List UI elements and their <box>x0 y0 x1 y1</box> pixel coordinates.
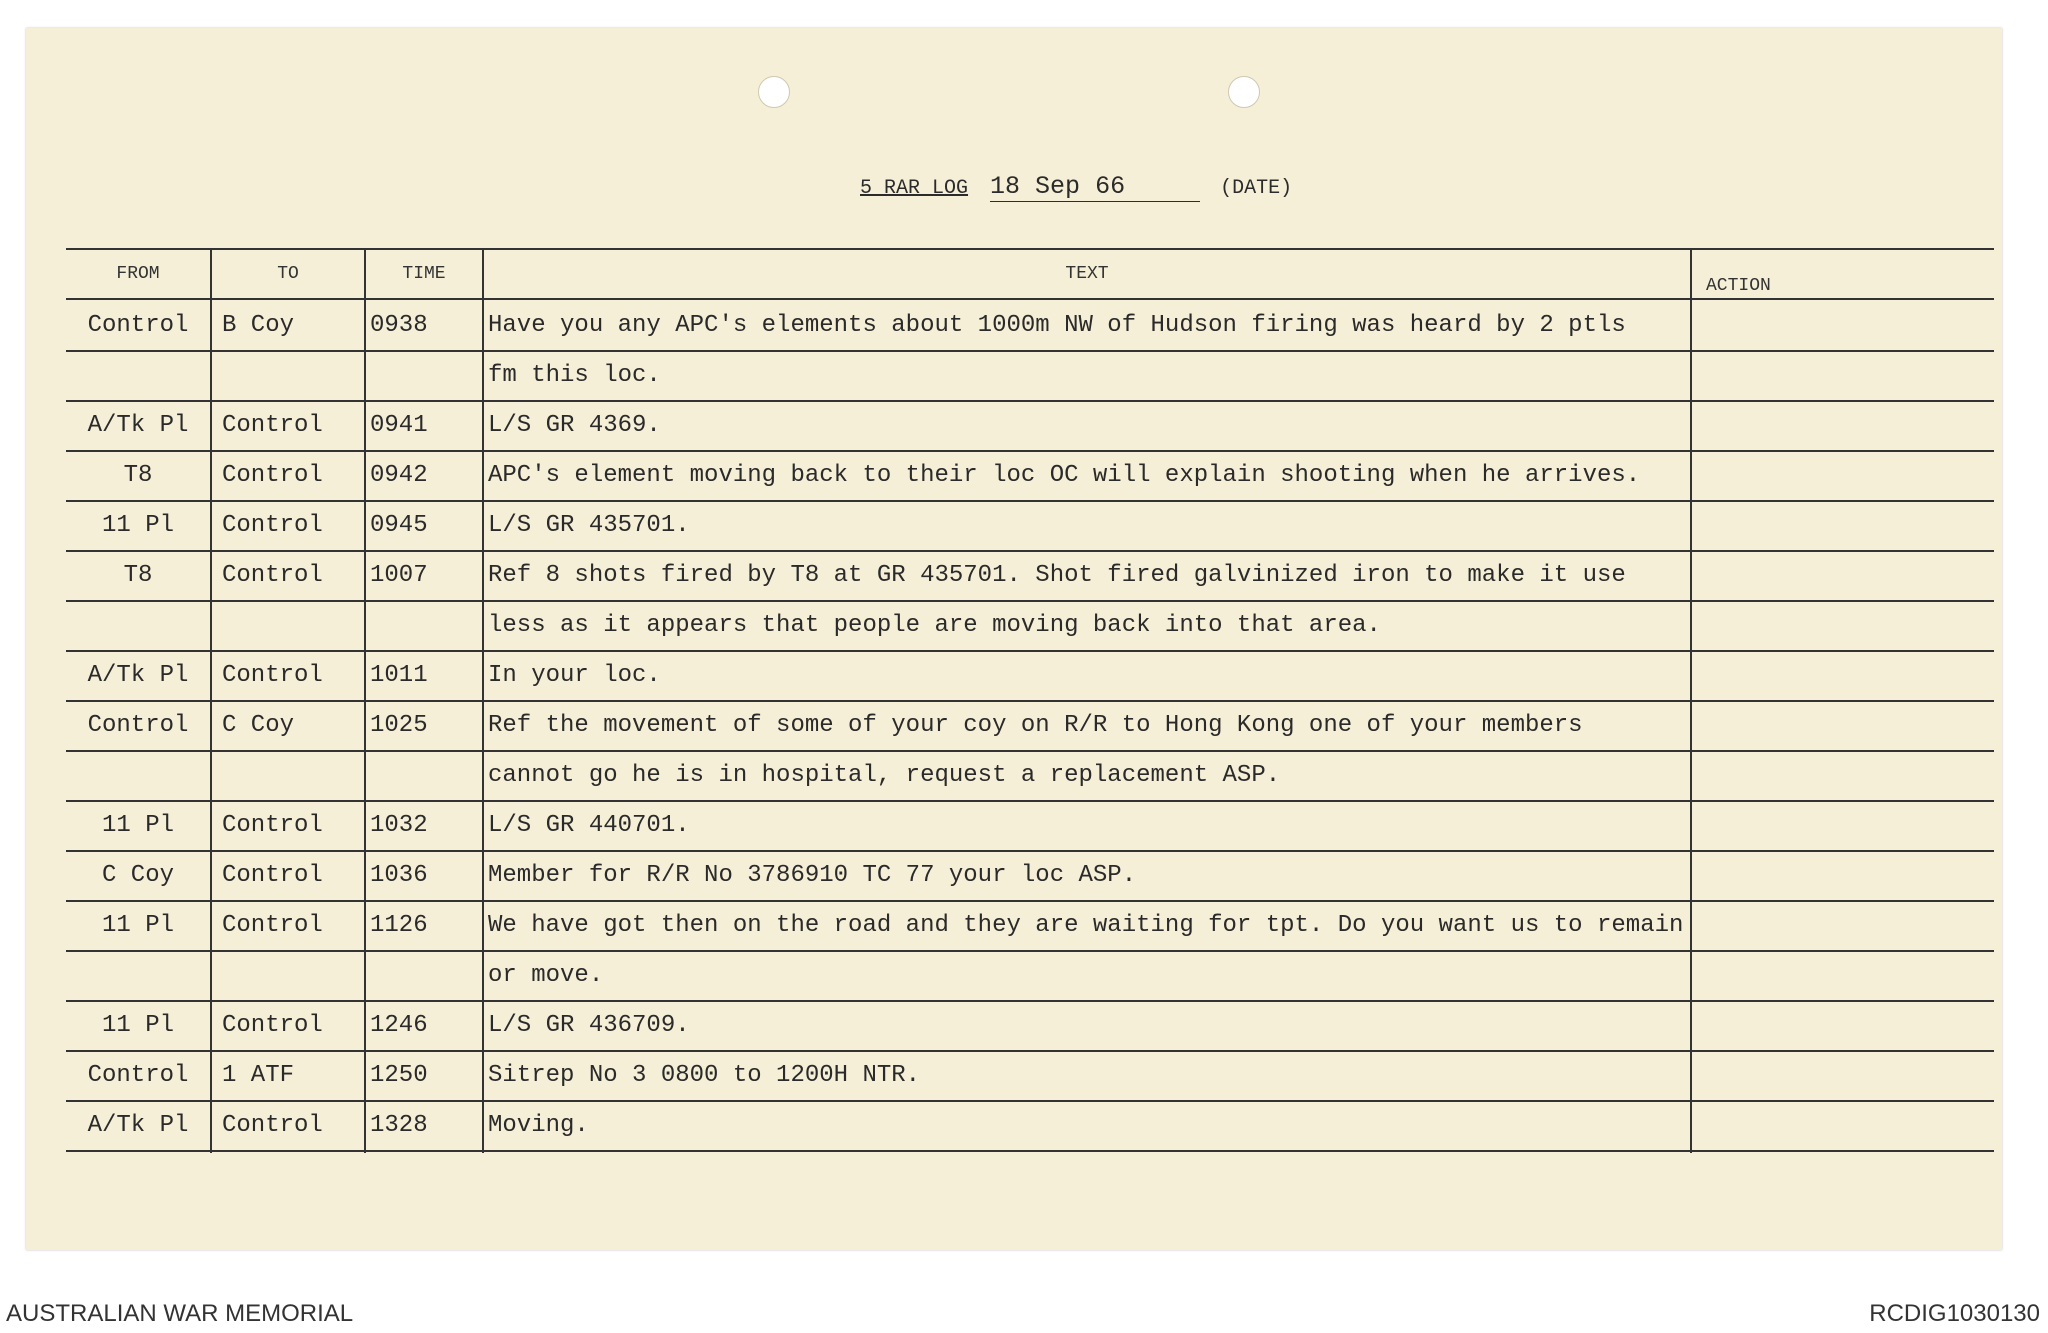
column-header-action: ACTION <box>1706 276 1771 296</box>
log-date: 18 Sep 66 <box>990 172 1200 202</box>
table-cell-to: 1 ATF <box>222 1062 295 1089</box>
table-cell-time: 1025 <box>370 712 428 739</box>
table-cell-text: Sitrep No 3 0800 to 1200H NTR. <box>488 1062 921 1089</box>
table-cell-to: Control <box>222 462 323 489</box>
table-cell-to: Control <box>222 512 323 539</box>
table-cell-to: Control <box>222 862 323 889</box>
table-cell-to: B Coy <box>222 312 295 339</box>
table-cell-to: C Coy <box>222 712 295 739</box>
table-cell-to: Control <box>222 1012 323 1039</box>
table-cell-text: or move. <box>488 962 604 989</box>
column-header-time: TIME <box>402 264 446 284</box>
table-cell-from: T8 <box>123 462 153 489</box>
table-row-rule <box>66 350 1994 352</box>
table-cell-text: We have got then on the road and they are waiting for tpt. Do you want us to remain <box>488 912 1684 939</box>
header-rule <box>66 298 1994 300</box>
log-name: 5 RAR LOG <box>860 177 969 200</box>
table-cell-time: 1250 <box>370 1062 428 1089</box>
table-row-rule <box>66 500 1994 502</box>
table-cell-text: Moving. <box>488 1112 589 1139</box>
table-cell-to: Control <box>222 662 323 689</box>
punch-hole-right <box>1228 76 1260 108</box>
table-cell-text: APC's element moving back to their loc OC will explain shooting when he arrives. <box>488 462 1641 489</box>
table-cell-from: 11 Pl <box>101 1012 174 1039</box>
table-cell-time: 1246 <box>370 1012 428 1039</box>
table-row-rule <box>66 450 1994 452</box>
table-cell-text: cannot go he is in hospital, request a replacement ASP. <box>488 762 1281 789</box>
table-cell-text: Ref the movement of some of your coy on R/R to Hong Kong one of your members <box>488 712 1583 739</box>
table-cell-time: 1328 <box>370 1112 428 1139</box>
table-cell-text: Ref 8 shots fired by T8 at GR 435701. Shot fired galvinized iron to make it use <box>488 562 1626 589</box>
table-cell-from: A/Tk Pl <box>87 412 189 439</box>
date-label: (DATE) <box>1220 177 1293 200</box>
table-cell-text: L/S GR 436709. <box>488 1012 690 1039</box>
table-row-rule <box>66 900 1994 902</box>
column-header-from: FROM <box>116 264 160 284</box>
table-row-rule <box>66 1050 1994 1052</box>
table-cell-time: 0945 <box>370 512 428 539</box>
table-row-rule <box>66 1000 1994 1002</box>
table-cell-text: fm this loc. <box>488 362 661 389</box>
table-cell-time: 1126 <box>370 912 428 939</box>
table-cell-from: 11 Pl <box>101 912 174 939</box>
table-top-rule <box>66 248 1994 250</box>
log-heading <box>860 172 1292 202</box>
table-cell-from: 11 Pl <box>101 512 174 539</box>
table-cell-text: L/S GR 4369. <box>488 412 661 439</box>
table-row-rule <box>66 1100 1994 1102</box>
table-cell-text: Have you any APC's elements about 1000m NW of Hudson firing was heard by 2 ptls <box>488 312 1626 339</box>
table-cell-text: L/S GR 440701. <box>488 812 690 839</box>
table-cell-from: Control <box>87 312 189 339</box>
table-cell-time: 1036 <box>370 862 428 889</box>
table-row-rule <box>66 650 1994 652</box>
column-header-to: TO <box>277 264 299 284</box>
table-row-rule <box>66 850 1994 852</box>
table-cell-time: 1007 <box>370 562 428 589</box>
table-cell-text: In your loc. <box>488 662 661 689</box>
table-cell-to: Control <box>222 562 323 589</box>
table-row-rule <box>66 1150 1994 1152</box>
table-row-rule <box>66 550 1994 552</box>
log-table <box>66 248 1994 1153</box>
table-cell-from: C Coy <box>101 862 174 889</box>
table-row-rule <box>66 800 1994 802</box>
table-cell-time: 0942 <box>370 462 428 489</box>
table-cell-to: Control <box>222 812 323 839</box>
table-row-rule <box>66 750 1994 752</box>
table-cell-from: A/Tk Pl <box>87 662 189 689</box>
table-cell-time: 0938 <box>370 312 428 339</box>
table-cell-text: Member for R/R No 3786910 TC 77 your loc ASP. <box>488 862 1137 889</box>
footer-institution: AUSTRALIAN WAR MEMORIAL <box>6 1300 354 1327</box>
table-cell-from: A/Tk Pl <box>87 1112 189 1139</box>
table-row-rule <box>66 950 1994 952</box>
table-cell-time: 1011 <box>370 662 428 689</box>
table-row-rule <box>66 700 1994 702</box>
table-cell-text: L/S GR 435701. <box>488 512 690 539</box>
table-cell-to: Control <box>222 412 323 439</box>
table-cell-time: 0941 <box>370 412 428 439</box>
punch-hole-left <box>758 76 790 108</box>
table-row-rule <box>66 600 1994 602</box>
table-cell-time: 1032 <box>370 812 428 839</box>
footer-record-id: RCDIG1030130 <box>1869 1300 2040 1327</box>
table-cell-to: Control <box>222 912 323 939</box>
table-cell-text: less as it appears that people are moving back into that area. <box>488 612 1381 639</box>
table-cell-to: Control <box>222 1112 323 1139</box>
table-row-rule <box>66 400 1994 402</box>
table-cell-from: Control <box>87 1062 189 1089</box>
table-cell-from: 11 Pl <box>101 812 174 839</box>
table-cell-from: T8 <box>123 562 153 589</box>
column-header-text: TEXT <box>1065 264 1109 284</box>
table-cell-from: Control <box>87 712 189 739</box>
